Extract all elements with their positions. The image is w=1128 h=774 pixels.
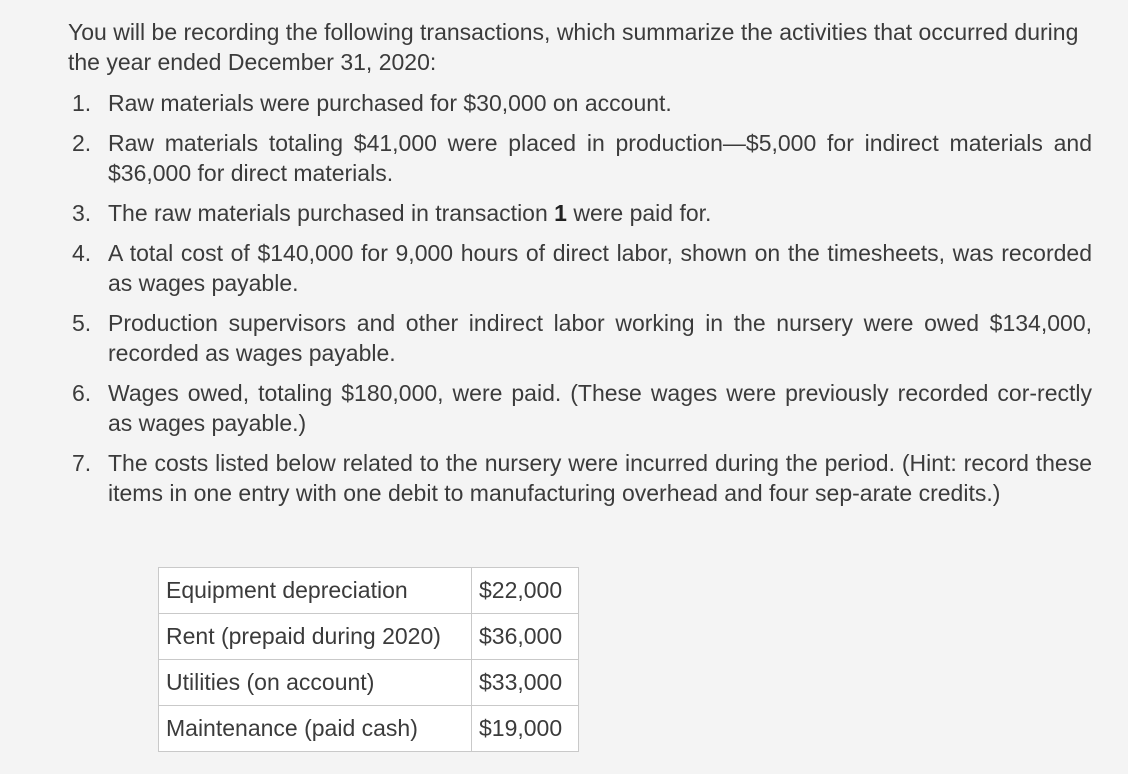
item-number: 6. (72, 380, 92, 406)
table-row (159, 660, 579, 706)
item-text: The costs listed below related to the nursery were incurred during the period. (Hint: record these items in one entry with one debit to manufacturing overhead and four sep-arate credits.) (108, 450, 1092, 506)
intro-paragraph: You will be recording the following transactions, which summarize the activities that occurred during the year ended December 31, 2020: (68, 19, 1079, 75)
item-text: A total cost of $140,000 for 9,000 hours of direct labor, shown on the timesheets, was recorded as wages payable. (108, 240, 1092, 296)
cost-amount: $19,000 (472, 706, 579, 752)
item-number: 4. (72, 240, 92, 266)
list-item (68, 448, 1092, 508)
item-number: 3. (72, 200, 92, 226)
list-item (68, 238, 1092, 298)
list-item (68, 378, 1092, 438)
item-text: Wages owed, totaling $180,000, were paid. (These wages were previously recorded cor-rectly as wages payable.) (108, 380, 1092, 436)
cost-amount: $33,000 (472, 660, 579, 706)
item-text-post: were paid for. (566, 200, 712, 226)
item-text: Production supervisors and other indirect labor working in the nursery were owed $134,000, recorded as wages payable. (108, 310, 1092, 366)
table-row (159, 568, 579, 614)
list-item (68, 88, 1092, 118)
list-item (68, 308, 1092, 368)
item-text: Raw materials were purchased for $30,000 on account. (108, 90, 672, 116)
cost-label: Maintenance (paid cash) (159, 706, 472, 752)
list-item (68, 128, 1092, 188)
list-item (68, 198, 1092, 228)
table-row (159, 614, 579, 660)
cost-table (158, 567, 579, 752)
cost-amount: $22,000 (472, 568, 579, 614)
item-number: 2. (72, 130, 92, 156)
item-text-bold: 1 (554, 200, 567, 226)
cost-label: Rent (prepaid during 2020) (159, 614, 472, 660)
item-number: 5. (72, 310, 92, 336)
item-text-pre: The raw materials purchased in transaction (108, 200, 555, 226)
cost-amount: $36,000 (472, 614, 579, 660)
table-row (159, 706, 579, 752)
transaction-list (68, 88, 1092, 518)
cost-label: Utilities (on account) (159, 660, 472, 706)
item-number: 7. (72, 450, 92, 476)
item-text: Raw materials totaling $41,000 were placed in production—$5,000 for indirect materials and $36,000 for direct materials. (108, 130, 1092, 186)
cost-label: Equipment depreciation (159, 568, 472, 614)
item-text (108, 200, 711, 226)
item-number: 1. (72, 90, 92, 116)
